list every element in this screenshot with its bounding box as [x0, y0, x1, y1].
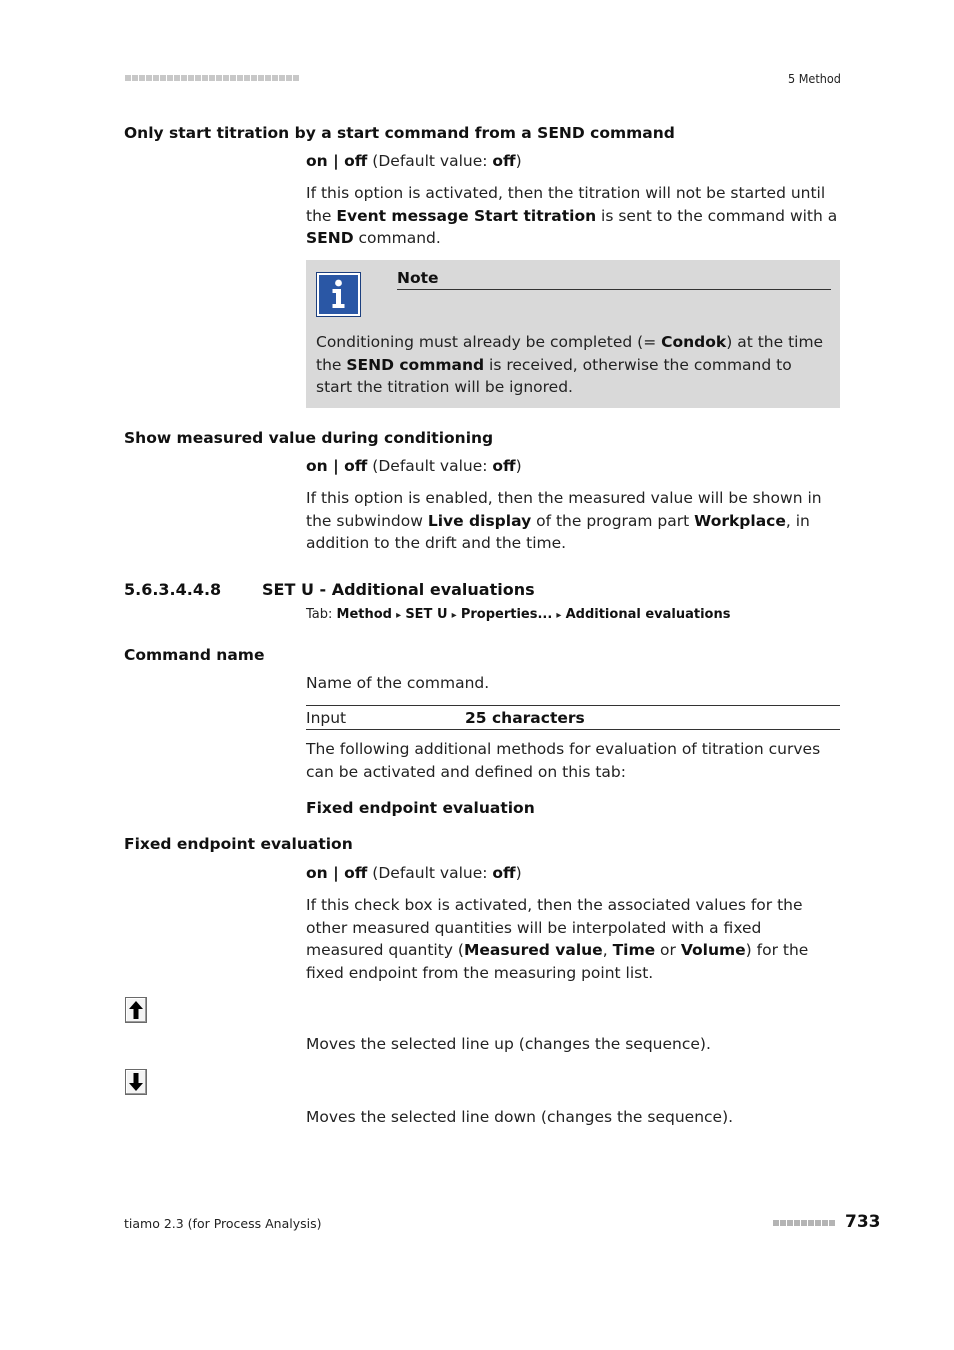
desc-move-down: Moves the selected line down (changes the sequence). [306, 1108, 734, 1126]
info-icon [316, 272, 361, 317]
input-label: Input [306, 709, 347, 727]
tab-path-item: Properties... [460, 607, 553, 622]
input-value: 25 characters [465, 709, 585, 727]
options-show-measured-value: on | off (Default value: off) [306, 457, 522, 475]
desc-move-up: Moves the selected line up (changes the sequence). [306, 1035, 711, 1053]
desc-start-by-send: If this option is activated, then the titration will not be started until the Event message Start titration is sent to the command with a SEND command. [306, 184, 838, 247]
section-title: SET U - Additional evaluations [262, 580, 535, 599]
desc-command-name: Name of the command. [306, 674, 490, 692]
heading-show-measured-value: Show measured value during conditioning [124, 429, 494, 447]
heading-command-name: Command name [124, 646, 265, 664]
move-down-button[interactable] [125, 1069, 147, 1095]
section-number: 5.6.3.4.4.8 [124, 580, 222, 599]
header-section-title: 5 Method [788, 71, 841, 86]
note-box [306, 260, 840, 408]
list-item-fixed-endpoint: Fixed endpoint evaluation [306, 799, 535, 817]
heading-fixed-endpoint: Fixed endpoint evaluation [124, 835, 353, 853]
page-number: 733 [845, 1212, 881, 1232]
tab-path: Tab: Method ▸ SET U ▸ Properties... ▸ Additional evaluations [306, 607, 731, 622]
options-start-by-send: on | off (Default value: off) [306, 152, 522, 170]
arrow-up-icon [128, 1000, 144, 1020]
footer-decoration [773, 1220, 835, 1226]
note-body: Conditioning must already be completed (= Condok) at the time the SEND command is received, otherwise the command to start the titration will be ignored. [316, 333, 824, 396]
desc-show-measured-value: If this option is enabled, then the measured value will be shown in the subwindow Live display of the program part Workplace, in addition to the drift and the time. [306, 489, 822, 552]
desc-fixed-endpoint: If this check box is activated, then the associated values for the other measured quantities will be interpolated with a fixed measured quantity (Measured value, Time or Volume) for the fixed endpoint from the measuring point list. [306, 896, 809, 982]
move-up-button[interactable] [125, 997, 147, 1023]
tab-path-item: Additional evaluations [565, 607, 731, 622]
footer-product: tiamo 2.3 (for Process Analysis) [124, 1216, 322, 1231]
tab-path-item: Method [336, 607, 392, 622]
tab-path-item: SET U [405, 607, 448, 622]
note-title: Note [397, 269, 831, 290]
options-fixed-endpoint: on | off (Default value: off) [306, 864, 522, 882]
header-decoration [125, 75, 299, 81]
arrow-down-icon [128, 1072, 144, 1092]
input-spec-table [306, 705, 840, 730]
intro-additional-methods: The following additional methods for evaluation of titration curves can be activated and defined on this tab: [306, 740, 821, 781]
heading-start-by-send: Only start titration by a start command from a SEND command [124, 124, 675, 142]
